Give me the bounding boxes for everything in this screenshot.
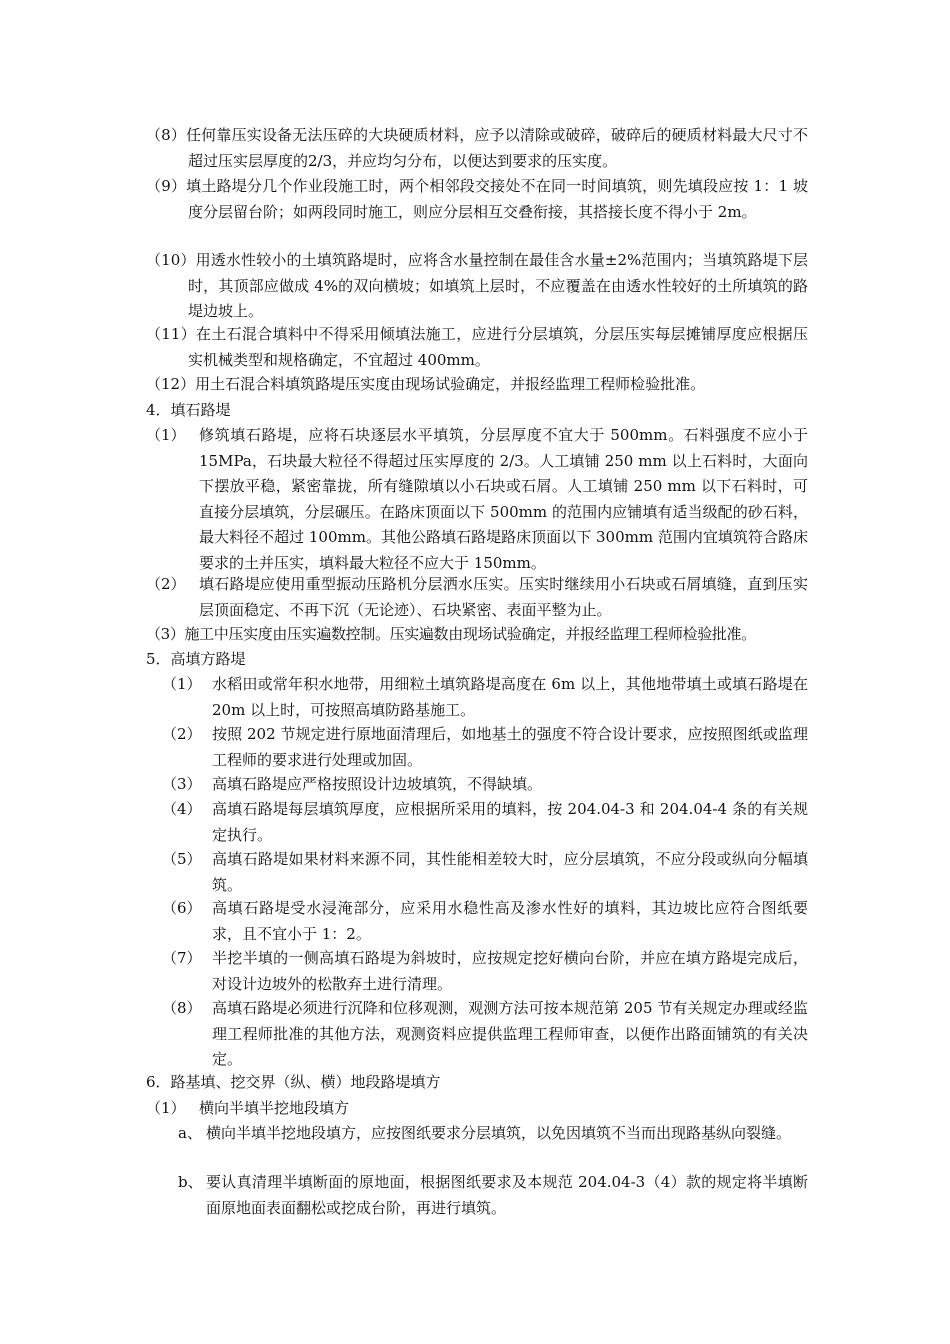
item-text: 用透水性较小的土填筑路堤时，应将含水量控制在最佳含水量±2%范围内；当填筑路堤下层时，其顶部应做成 4%的双向横坡；如填筑上层时，不应覆盖在由透水性较好的土所填筑的路堤边坡上。 (188, 251, 809, 320)
s4-item-3: （3）施工中压实度由压实遍数控制。压实遍数由现场试验确定，并报经监理工程师检验批准。 (146, 625, 756, 643)
item-label: （8） (162, 999, 202, 1017)
item-text: 高填石路堤应严格按照设计边坡填筑，不得缺填。 (212, 775, 543, 793)
item-text: 水稻田或常年积水地带，用细粒土填筑路堤高度在 6m 以上，其他地带填土或填石路堤在 20m 以上时，可按照高填防路基施工。 (212, 675, 808, 719)
s5-item-4 (162, 797, 808, 847)
item-label: （2） (162, 725, 202, 743)
s6-sub-1 (146, 1096, 808, 1122)
item-label: （5） (162, 850, 202, 868)
section-4-heading: 4．填石路堤 (146, 401, 231, 419)
s5-item-6 (162, 896, 808, 946)
item-text: 高填石路堤如果材料来源不同，其性能相差较大时，应分层填筑，不应分段或纵向分幅填筑。 (212, 850, 808, 894)
fill-item-11 (146, 322, 808, 373)
s6-item-a (178, 1121, 808, 1171)
item-text: 填土路堤分几个作业段施工时，两个相邻段交接处不在同一时间填筑，则先填段应按 1：1 坡度分层留台阶；如两段同时施工，则应分层相互交叠衔接，其搭接长度不得小于 2m。 (186, 177, 808, 221)
s4-item-1 (146, 423, 808, 573)
item-label: （2） (146, 575, 186, 593)
section-5-heading: 5．高填方路堤 (146, 650, 246, 668)
item-text: 高填石路堤每层填筑厚度，应根据所采用的填料，按 204.04-3 和 204.04-4 条的有关规定执行。 (212, 800, 808, 844)
fill-item-8 (146, 123, 808, 174)
item-text: 在土石混合填料中不得采用倾填法施工，应进行分层填筑，分层压实每层摊铺厚度应根据压实机械类型和规格确定，不宜超过 400mm。 (188, 325, 808, 369)
item-label: （10） (146, 251, 196, 269)
item-label: （9） (146, 177, 187, 195)
item-text: 横向半填半挖地段填方，应按图纸要求分层填筑，以免因填筑不当而出现路基纵向裂缝。 (206, 1124, 792, 1142)
item-label: （8） (146, 126, 187, 144)
item-label: （7） (162, 949, 202, 967)
s6-item-b (178, 1170, 808, 1220)
item-label: （6） (162, 899, 202, 917)
item-text: 修筑填石路堤，应将石块逐层水平填筑，分层厚度不宜大于 500mm。石料强度不应小于 15MPa，石块最大粒径不得超过压实厚度的 2/3。人工填铺 250 mm 以上石料时，大面向下摆放平稳，紧密靠拢，所有缝隙填以小石块或石屑。人工填铺 250 mm 以下石料时，可直接分层填筑，分层碾压。在路床顶面以下 500mm 的范围内应铺填有适当级配的砂石料，最大料径不超过 100mm。其他公路填石路堤路床顶面以下 300mm 范围内宜填筑符合路床要求的土并压实，填料最大粒径不应大于 150mm。 (199, 426, 808, 572)
s5-item-1 (162, 672, 808, 722)
item-label: （1） (162, 675, 202, 693)
item-text: 高填石路堤必须进行沉降和位移观测，观测方法可按本规范第 205 节有关规定办理或经监理工程师批准的其他方法，观测资料应提供监理工程师审查，以便作出路面铺筑的有关决定。 (212, 999, 808, 1068)
item-text: 半挖半填的一侧高填石路堤为斜坡时，应按规定挖好横向台阶，并应在填方路堤完成后，对设计边坡外的松散弃土进行清理。 (212, 949, 808, 993)
item-text: 任何靠压实设备无法压碎的大块硬质材料，应予以清除或破碎，破碎后的硬质材料最大尺寸不超过压实层厚度的2/3，并应均匀分布，以便达到要求的压实度。 (186, 126, 809, 170)
s5-item-8 (162, 996, 808, 1072)
item-label: （3） (162, 775, 202, 793)
fill-item-10 (146, 248, 808, 325)
item-text: 填石路堤应使用重型振动压路机分层洒水压实。压实时继续用小石块或石屑填缝，直到压实层顶面稳定、不再下沉（无论迹）、石块紧密、表面平整为止。 (199, 575, 808, 619)
item-text: 高填石路堤受水浸淹部分，应采用水稳性高及渗水性好的填料，其边坡比应符合图纸要求，且不宜小于 1：2。 (212, 899, 808, 943)
item-label: （12） (146, 375, 196, 393)
item-label: （1） (146, 426, 186, 444)
item-text: 按照 202 节规定进行原地面清理后，如地基土的强度不符合设计要求，应按照图纸或监理工程师的要求进行处理或加固。 (212, 725, 808, 769)
item-text: 用土石混合料填筑路堤压实度由现场试验确定，并报经监理工程师检验批准。 (195, 375, 706, 393)
item-label: （11） (146, 325, 197, 343)
fill-item-12 (146, 372, 808, 398)
s4-item-2 (146, 572, 808, 622)
s5-item-5 (162, 847, 808, 897)
fill-item-9 (146, 174, 808, 225)
item-text: 横向半填半挖地段填方 (199, 1099, 350, 1117)
item-label: b、 (178, 1173, 203, 1191)
s5-item-3 (162, 772, 808, 798)
s5-item-7 (162, 946, 808, 996)
section-6-heading: 6．路基填、挖交界（纵、横）地段路堤填方 (146, 1073, 441, 1091)
item-text: 要认真清理半填断面的原地面，根据图纸要求及本规范 204.04-3（4）款的规定将半填断面原地面表面翻松或挖成台阶，再进行填筑。 (206, 1173, 808, 1217)
item-label: （1） (146, 1099, 186, 1117)
item-label: （4） (162, 800, 202, 818)
item-label: a、 (178, 1124, 202, 1142)
s5-item-2 (162, 722, 808, 772)
